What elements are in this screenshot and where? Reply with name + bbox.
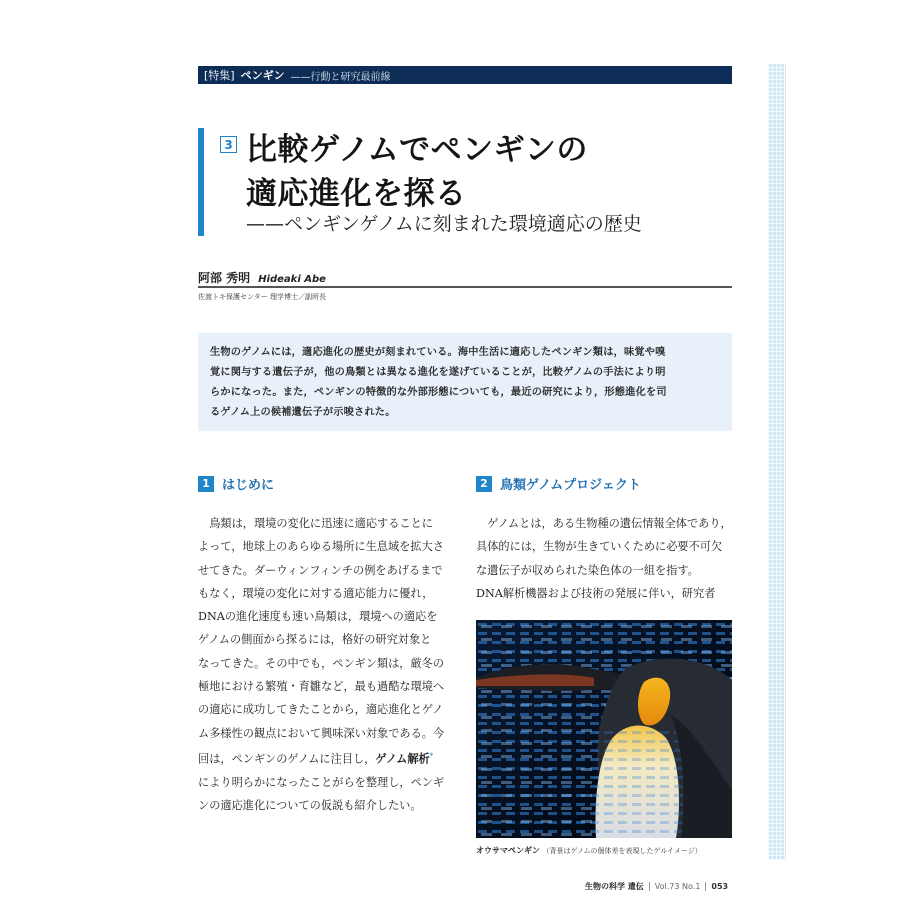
- body-line: よって，地球上のあらゆる場所に生息域を拡大さ: [198, 540, 444, 554]
- section-1-title: はじめに: [222, 478, 275, 493]
- article-number: 3: [220, 136, 237, 153]
- volume-number: Vol.73 No.1: [649, 882, 701, 891]
- figure-caption: [476, 845, 702, 856]
- section-2-heading: [476, 474, 641, 493]
- body-line: [198, 745, 444, 771]
- page-number: 053: [705, 882, 728, 891]
- body-line: 具体的には，生物が生きていくために必要不可欠: [476, 540, 723, 554]
- body-line: ゲノムとは，ある生物種の遺伝情報全体であり，: [476, 517, 732, 530]
- penguin-illustration: [476, 620, 732, 838]
- article-title-line-2: 適応進化を探る: [246, 176, 467, 212]
- body-line: な遺伝子が収められた染色体の一組を指す。: [476, 563, 699, 577]
- abstract-line: 生物のゲノムには，適応進化の歴史が刻まれている。海中生活に適応したペンギン類は，味覚や嗅: [210, 347, 666, 358]
- title-accent-bar: [198, 128, 204, 236]
- body-line: により明らかになったことがらを整理し，ペンギ: [198, 776, 445, 789]
- abstract-box: [198, 333, 732, 431]
- abstract-text: [210, 343, 720, 423]
- section-2-body: [476, 512, 732, 605]
- abstract-line: らかになった。また，ペンギンの特徴的な外部形態についても，最近の研究により，形態進化を司: [210, 387, 667, 398]
- abstract-line: るゲノム上の候補遺伝子が示唆された。: [210, 407, 396, 418]
- body-line: せてきた。ダーウィンフィンチの例をあげるまで: [198, 563, 443, 577]
- penguin-figure: [476, 620, 732, 838]
- series-name: ペンギン: [240, 69, 285, 82]
- glossary-keyword[interactable]: ゲノム解析: [375, 752, 430, 766]
- abstract-line: 覚に関与する遺伝子が，他の鳥類とは異なる進化を遂げていることが，比較ゲノムの手法により明: [210, 367, 666, 378]
- magazine-name: 生物の科学 遺伝: [585, 882, 644, 891]
- series-banner: [198, 66, 732, 84]
- section-1-body: [198, 512, 444, 818]
- author-name-en: Hideaki Abe: [258, 274, 326, 285]
- body-line: ンの適応進化についての仮説も紹介したい。: [198, 799, 422, 813]
- section-1-number: 1: [198, 476, 214, 492]
- section-1-heading: [198, 474, 274, 493]
- body-line: 鳥類は，環境の変化に迅速に適応することに: [198, 517, 433, 530]
- author-affiliation: 佐渡トキ保護センター 理学博士／副所長: [198, 293, 326, 301]
- section-2-number: 2: [476, 476, 492, 492]
- body-line: なってきた。その中でも，ペンギン類は，厳冬の: [198, 656, 445, 670]
- author-line: [198, 269, 326, 286]
- footnote-marker: *: [429, 751, 434, 760]
- body-line: の適応に成功してきたことから，適応進化とゲノ: [198, 703, 444, 717]
- body-line-fragment: 回は，ペンギンのゲノムに注目し，: [198, 752, 376, 766]
- body-line: DNA解析機器および技術の発展に伴い，研究者: [476, 586, 716, 600]
- section-2-title: 鳥類ゲノムプロジェクト: [500, 478, 641, 493]
- body-line: ゲノムの側面から探るには，格好の研究対象と: [198, 633, 432, 647]
- caption-description: （背景はゲノムの個体差を表現したゲルイメージ）: [542, 847, 702, 855]
- series-subtitle: ——行動と研究最前線: [290, 71, 391, 83]
- article-subtitle: ——ペンギンゲノムに刻まれた環境適応の歴史: [246, 213, 642, 235]
- body-line: ム多様性の観点において興味深い対象である。今: [198, 726, 445, 740]
- body-line: DNAの進化速度も速い鳥類は，環境への適応を: [198, 610, 438, 624]
- series-tag: [特集]: [204, 69, 235, 82]
- caption-title: オウサマペンギン: [476, 846, 540, 855]
- article-title-line-1: 比較ゲノムでペンギンの: [246, 132, 588, 168]
- body-line: 極地における繁殖・育雛など，最も過酷な環境へ: [198, 680, 445, 694]
- author-name-jp: 阿部 秀明: [198, 271, 251, 285]
- page-footer: [585, 881, 728, 892]
- decorative-side-strip: [768, 64, 786, 860]
- body-line: もなく，環境の変化に対する適応能力に優れ，: [198, 586, 434, 600]
- author-divider: [198, 286, 732, 288]
